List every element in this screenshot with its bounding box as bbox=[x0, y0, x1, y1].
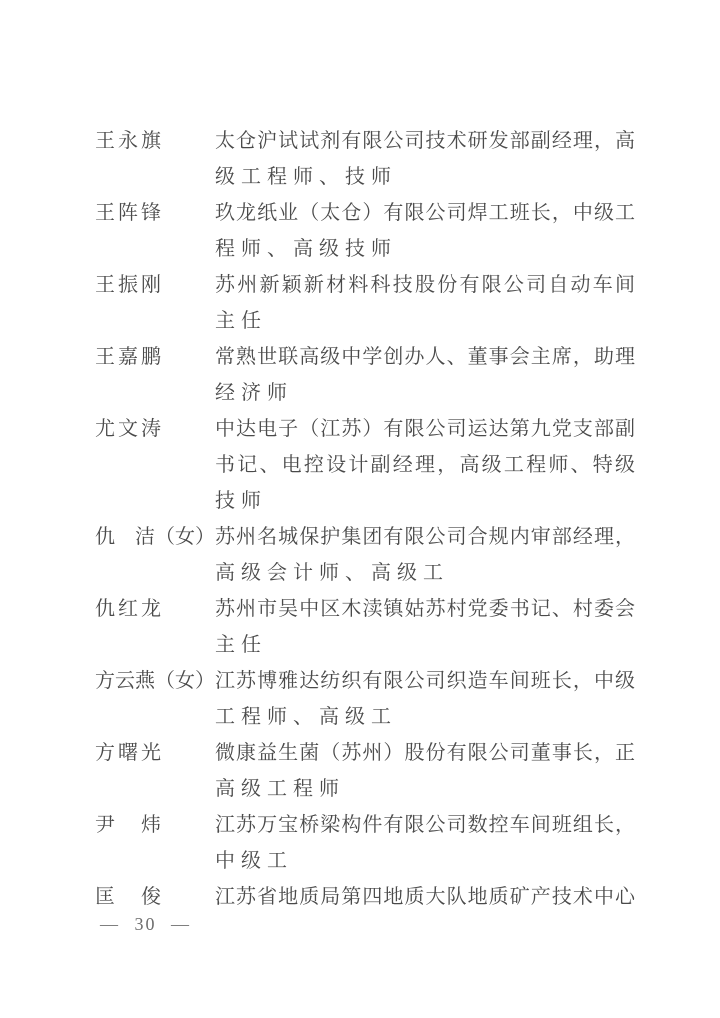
entry-description bbox=[215, 735, 635, 807]
entry-description-line: 高级工程师 bbox=[215, 778, 345, 800]
entry-description-line: 主任 bbox=[215, 310, 267, 332]
entry-description-line: 级工程师、技师 bbox=[215, 166, 397, 188]
entry-description-line: 苏州市吴中区木渎镇姑苏村党委书记、村委会 bbox=[215, 598, 635, 620]
entry-row bbox=[0, 123, 720, 195]
entry-name: 尹 炜 bbox=[95, 814, 164, 836]
entry-row bbox=[0, 591, 720, 663]
entry-name: 仇红龙 bbox=[95, 598, 164, 620]
entry-name: 王阵锋 bbox=[95, 202, 164, 224]
entry-description bbox=[215, 195, 635, 267]
entry-description bbox=[215, 267, 635, 339]
entry-name: 方云燕（女） bbox=[95, 670, 215, 692]
entry-description bbox=[215, 339, 635, 411]
entry-description-line: 太仓沪试试剂有限公司技术研发部副经理，高 bbox=[215, 130, 635, 152]
page-number: — 30 — bbox=[100, 914, 191, 934]
entry-description bbox=[215, 519, 635, 591]
entry-row bbox=[0, 195, 720, 267]
entry-row bbox=[0, 411, 720, 519]
entry-description-line: 书记、电控设计副经理，高级工程师、特级 bbox=[215, 454, 635, 476]
entry-description bbox=[215, 879, 635, 915]
entry-row bbox=[0, 807, 720, 879]
entry-description-line: 江苏省地质局第四地质大队地质矿产技术中心 bbox=[215, 886, 635, 908]
entry-description-line: 经济师 bbox=[215, 382, 293, 404]
entry-description bbox=[215, 663, 635, 735]
entry-row bbox=[0, 735, 720, 807]
entry-description-line: 高级会计师、高级工 bbox=[215, 562, 449, 584]
entry-description bbox=[215, 123, 635, 195]
entry-description-line: 江苏万宝桥梁构件有限公司数控车间班组长， bbox=[215, 814, 635, 836]
entry-row bbox=[0, 879, 720, 915]
entry-description-line: 中级工 bbox=[215, 850, 293, 872]
entry-description bbox=[215, 411, 635, 519]
entry-description bbox=[215, 807, 635, 879]
entry-row bbox=[0, 663, 720, 735]
entry-name: 王振刚 bbox=[95, 274, 164, 296]
entry-row bbox=[0, 267, 720, 339]
entry-description-line: 常熟世联高级中学创办人、董事会主席，助理 bbox=[215, 346, 635, 368]
entry-name: 王永旗 bbox=[95, 130, 164, 152]
entry-description-line: 江苏博雅达纺织有限公司织造车间班长，中级 bbox=[215, 670, 635, 692]
entry-row bbox=[0, 519, 720, 591]
entry-description-line: 微康益生菌（苏州）股份有限公司董事长，正 bbox=[215, 742, 635, 764]
entry-name: 王嘉鹏 bbox=[95, 346, 164, 368]
entry-description-line: 苏州名城保护集团有限公司合规内审部经理， bbox=[215, 526, 635, 548]
entry-name: 尤文涛 bbox=[95, 418, 164, 440]
entry-description-line: 中达电子（江苏）有限公司运达第九党支部副 bbox=[215, 418, 635, 440]
entry-description bbox=[215, 591, 635, 663]
entry-description-line: 程师、高级技师 bbox=[215, 238, 397, 260]
entry-name: 方曙光 bbox=[95, 742, 164, 764]
entry-description-line: 技师 bbox=[215, 490, 267, 512]
entry-name: 仇 洁（女） bbox=[95, 526, 215, 548]
entry-description-line: 苏州新颖新材料科技股份有限公司自动车间 bbox=[215, 274, 635, 296]
entry-description-line: 主任 bbox=[215, 634, 267, 656]
entry-description-line: 工程师、高级工 bbox=[215, 706, 397, 728]
entry-description-line: 玖龙纸业（太仓）有限公司焊工班长，中级工 bbox=[215, 202, 635, 224]
entry-row bbox=[0, 339, 720, 411]
entry-name: 匡 俊 bbox=[95, 886, 164, 908]
name-list bbox=[0, 123, 720, 915]
